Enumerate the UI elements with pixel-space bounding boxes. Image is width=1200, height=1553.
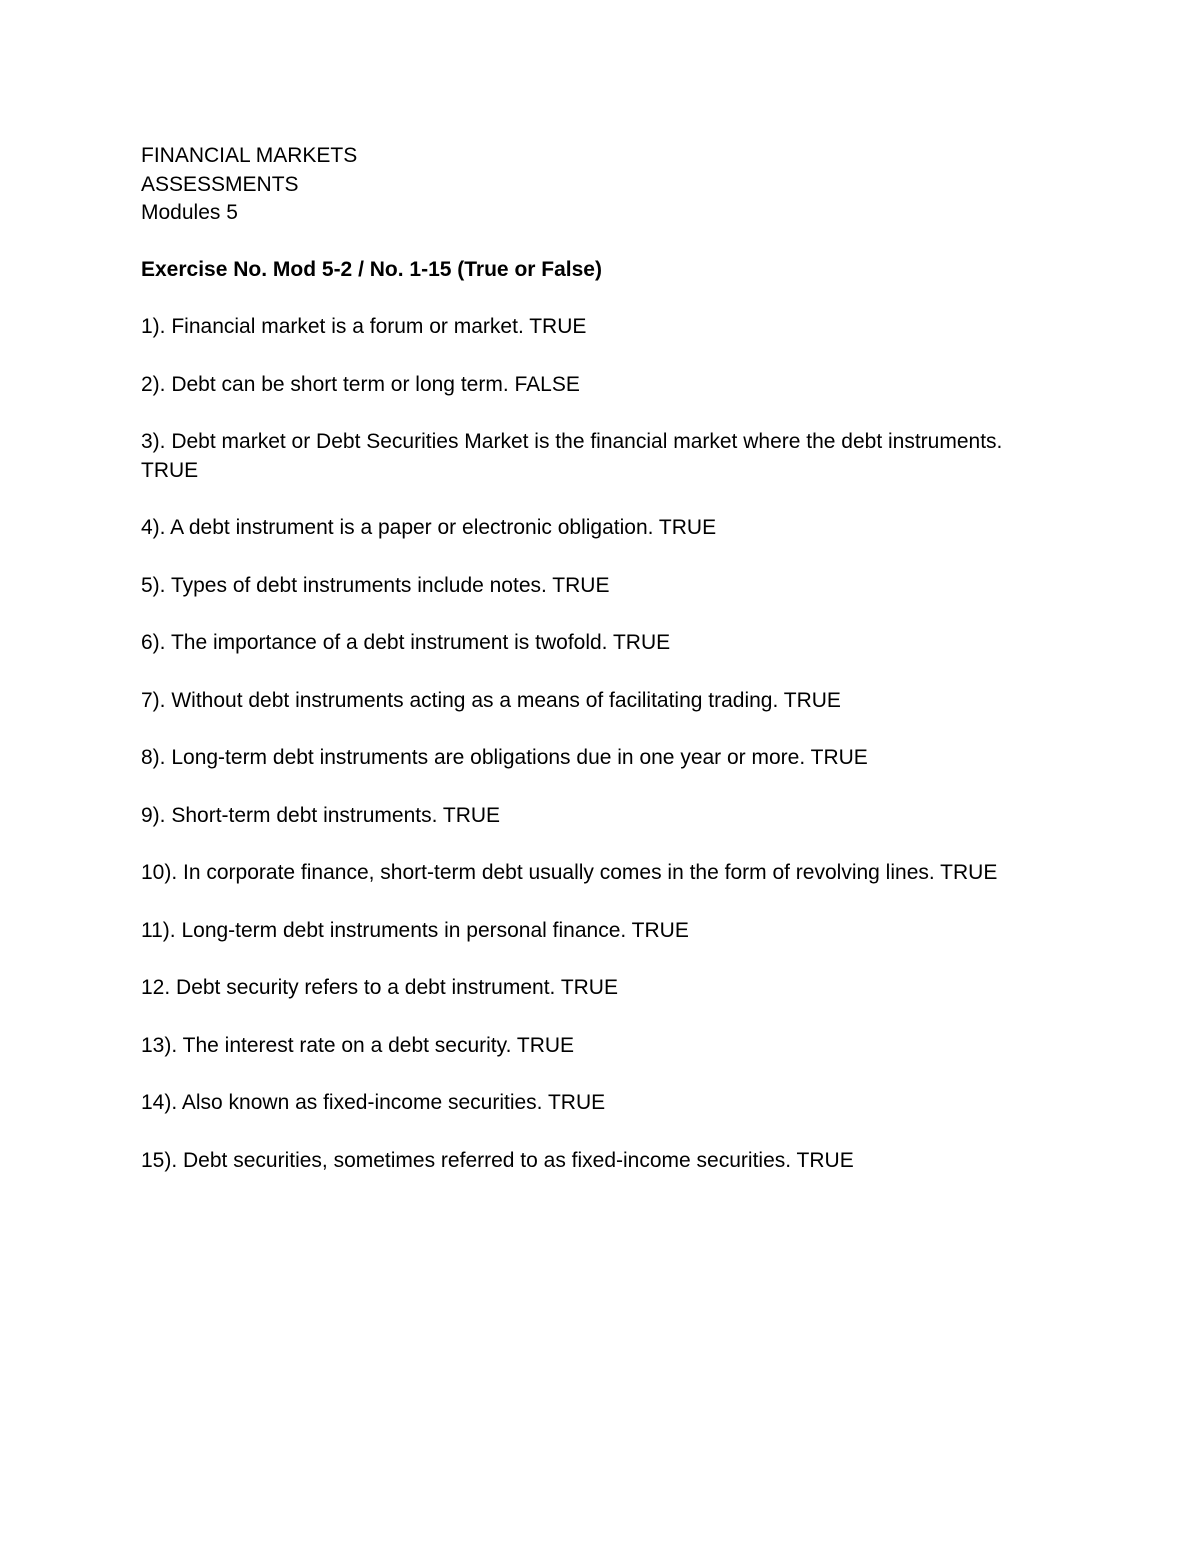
question-item: 11). Long-term debt instruments in personal finance. TRUE [141, 918, 689, 942]
question-item: 5). Types of debt instruments include notes. TRUE [141, 573, 610, 597]
question-item: 9). Short-term debt instruments. TRUE [141, 803, 501, 827]
question-item: 4). A debt instrument is a paper or electronic obligation. TRUE [141, 516, 717, 539]
question-item: 10). In corporate finance, short-term debt usually comes in the form of revolving lines. TRUE [141, 861, 998, 884]
question-item: 6). The importance of a debt instrument is twofold. TRUE [141, 631, 671, 654]
question-item: 2). Debt can be short term or long term. FALSE [141, 372, 580, 396]
document-page [141, 142, 1041, 1204]
module-label: Modules 5 [141, 201, 238, 224]
question-item: 12. Debt security refers to a debt instrument. TRUE [141, 976, 618, 999]
exercise-title: Exercise No. Mod 5-2 / No. 1-15 (True or False) [141, 258, 602, 281]
question-item: 8). Long-term debt instruments are obligations due in one year or more. TRUE [141, 746, 868, 769]
question-item: 14). Also known as fixed-income securities. TRUE [141, 1091, 606, 1114]
question-item: 13). The interest rate on a debt security. TRUE [141, 1033, 575, 1057]
section-title: ASSESSMENTS [141, 172, 299, 196]
question-list [141, 313, 1041, 1175]
question-item: 7). Without debt instruments acting as a means of facilitating trading. TRUE [141, 688, 841, 712]
question-item: 15). Debt securities, sometimes referred to as fixed-income securities. TRUE [141, 1148, 854, 1172]
question-item: 3). Debt market or Debt Securities Market is the financial market where the debt instruments. TRUE [141, 430, 1003, 482]
course-title: FINANCIAL MARKETS [141, 144, 358, 167]
question-item: 1). Financial market is a forum or market. TRUE [141, 315, 587, 338]
